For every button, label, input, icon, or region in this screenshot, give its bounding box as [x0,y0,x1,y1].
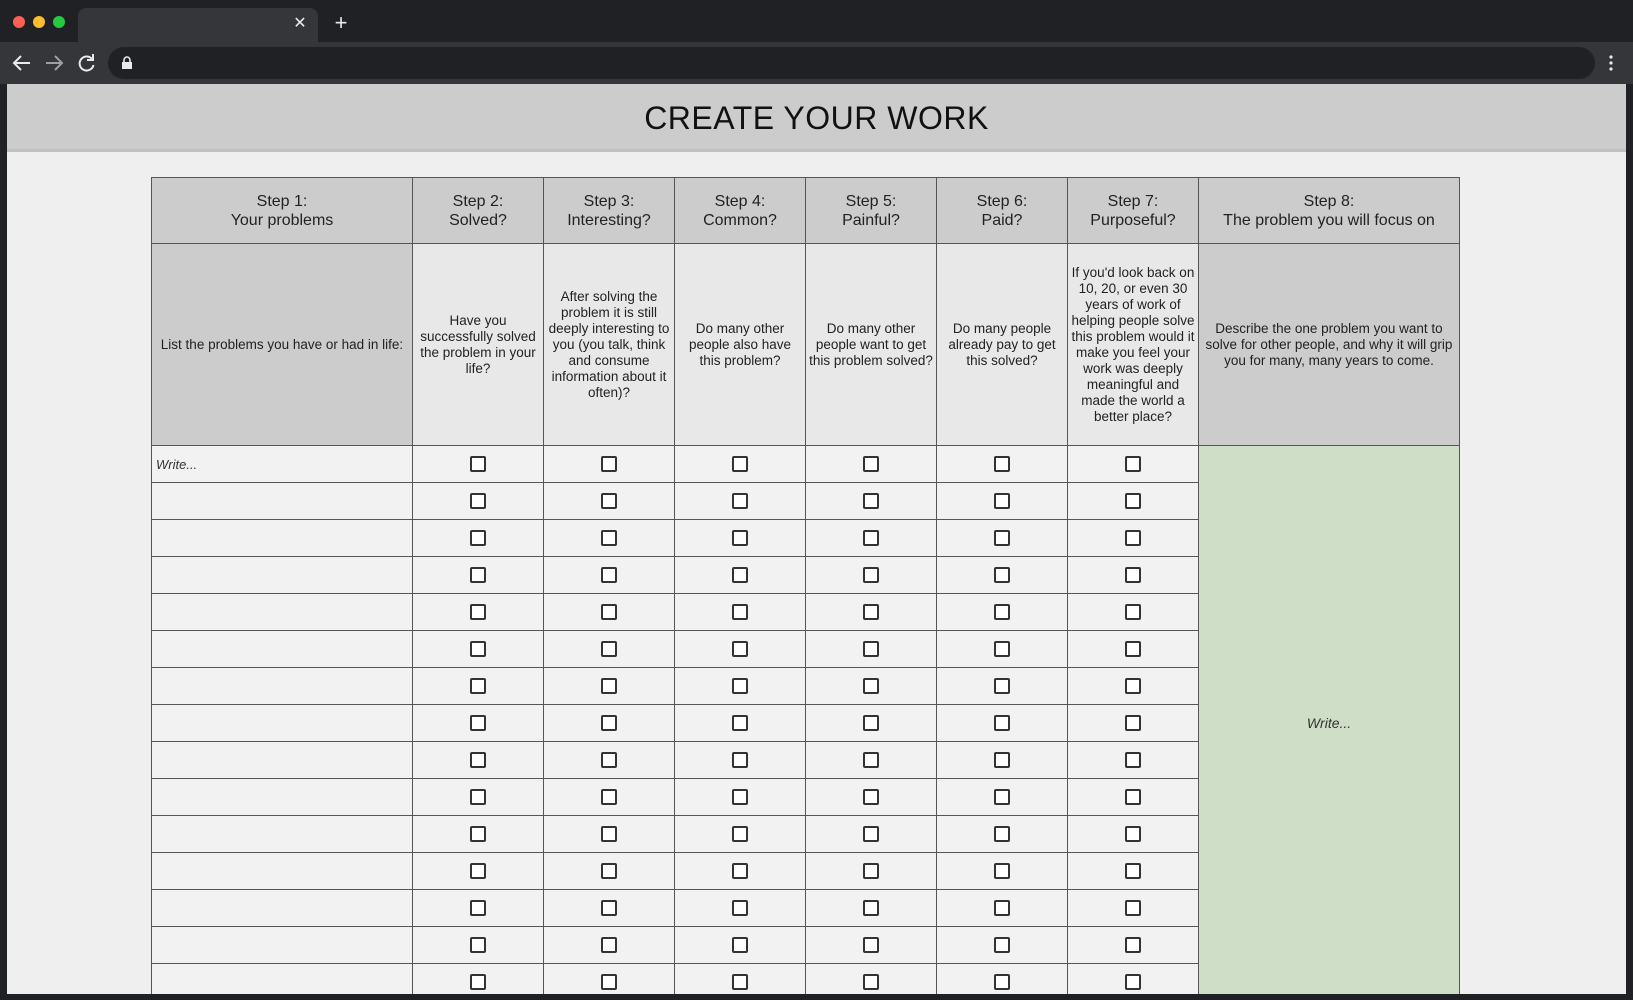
step-title: Your problems [230,211,334,229]
step-description-1: List the problems you have or had in life: [152,244,413,446]
checkbox-cell-step-6 [937,927,1068,964]
checkbox[interactable] [470,456,486,472]
checkbox[interactable] [601,789,617,805]
checkbox-cell-step-7 [1068,964,1199,995]
browser-tab[interactable] [78,8,318,42]
checkbox[interactable] [470,900,486,916]
checkbox[interactable] [732,493,748,509]
close-tab-icon[interactable]: ✕ [293,15,307,32]
checkbox-cell-step-3 [544,742,675,779]
lock-icon [120,56,134,70]
checkbox[interactable] [470,826,486,842]
checkbox[interactable] [863,937,879,953]
more-menu-icon[interactable] [1599,51,1623,75]
page-title: CREATE YOUR WORK [644,100,989,136]
checkbox-cell-step-2 [413,520,544,557]
checkbox[interactable] [863,678,879,694]
checkbox[interactable] [601,937,617,953]
step-title: Interesting? [567,211,651,229]
column-header-step-3 [544,178,675,244]
checkbox-cell-step-7 [1068,779,1199,816]
checkbox-cell-step-6 [937,705,1068,742]
checkbox-cell-step-6 [937,779,1068,816]
checkbox[interactable] [732,567,748,583]
checkbox-cell-step-3 [544,594,675,631]
checkbox-cell-step-7 [1068,816,1199,853]
checkbox[interactable] [470,641,486,657]
checkbox[interactable] [732,826,748,842]
checkbox-cell-step-2 [413,594,544,631]
checkbox-cell-step-3 [544,816,675,853]
checkbox[interactable] [470,715,486,731]
checkbox-cell-step-4 [675,705,806,742]
checkbox-cell-step-5 [806,964,937,995]
step-description-6: Do many people already pay to get this solved? [937,244,1068,446]
checkbox-cell-step-6 [937,853,1068,890]
checkbox-cell-step-2 [413,705,544,742]
checkbox-cell-step-5 [806,705,937,742]
checkbox-cell-step-4 [675,890,806,927]
checkbox-cell-step-6 [937,816,1068,853]
step-number: Step 7: [1107,192,1159,210]
checkbox[interactable] [732,456,748,472]
checkbox-cell-step-3 [544,631,675,668]
checkbox-cell-step-2 [413,742,544,779]
back-arrow-icon[interactable] [10,51,34,75]
checkbox[interactable] [994,863,1010,879]
checkbox[interactable] [732,715,748,731]
checkbox[interactable] [601,863,617,879]
checkbox-cell-step-5 [806,853,937,890]
checkbox-cell-step-6 [937,557,1068,594]
checkbox-cell-step-3 [544,890,675,927]
checkbox-cell-step-2 [413,557,544,594]
problem-input[interactable] [152,816,413,853]
column-header-step-2 [413,178,544,244]
checkbox[interactable] [994,974,1010,990]
checkbox[interactable] [994,678,1010,694]
step-number: Step 1: [256,192,308,210]
step-number: Step 5: [845,192,897,210]
checkbox-cell-step-5 [806,668,937,705]
checkbox-cell-step-6 [937,594,1068,631]
step-description-8: Describe the one problem you want to solve for other people, and why it will grip you for many, many years to come. [1199,244,1460,446]
checkbox-cell-step-2 [413,779,544,816]
step-title: Purposeful? [1090,211,1176,229]
checkbox-cell-step-4 [675,779,806,816]
checkbox[interactable] [601,678,617,694]
checkbox[interactable] [994,604,1010,620]
checkbox-cell-step-7 [1068,890,1199,927]
checkbox-cell-step-7 [1068,853,1199,890]
checkbox[interactable] [732,678,748,694]
checkbox[interactable] [601,604,617,620]
browser-tab-bar [0,0,1633,42]
maximize-window-icon[interactable] [53,16,65,28]
problem-input[interactable] [152,890,413,927]
column-header-step-4 [675,178,806,244]
checkbox[interactable] [863,493,879,509]
checkbox[interactable] [601,456,617,472]
checkbox-cell-step-5 [806,557,937,594]
checkbox-cell-step-2 [413,927,544,964]
checkbox[interactable] [1125,789,1141,805]
checkbox[interactable] [994,567,1010,583]
step-title: The problem you will focus on [1223,211,1435,229]
focus-problem-input[interactable]: Write... [1199,446,1460,995]
checkbox-cell-step-3 [544,853,675,890]
worksheet-table [151,177,1460,994]
checkbox[interactable] [470,974,486,990]
checkbox[interactable] [863,567,879,583]
checkbox[interactable] [470,789,486,805]
step-number: Step 2: [452,192,504,210]
checkbox[interactable] [470,752,486,768]
checkbox[interactable] [994,752,1010,768]
checkbox-cell-step-3 [544,964,675,995]
problem-input[interactable] [152,520,413,557]
checkbox[interactable] [863,974,879,990]
checkbox-cell-step-4 [675,816,806,853]
column-header-step-5 [806,178,937,244]
step-description-3: After solving the problem it is still deeply interesting to you (you talk, think and consume information about it often)? [544,244,675,446]
checkbox-cell-step-2 [413,483,544,520]
browser-toolbar [0,42,1633,84]
checkbox-cell-step-4 [675,742,806,779]
checkbox[interactable] [601,530,617,546]
checkbox[interactable] [863,752,879,768]
checkbox-cell-step-6 [937,668,1068,705]
checkbox-cell-step-7 [1068,631,1199,668]
step-number: Step 8: [1303,192,1355,210]
checkbox-cell-step-7 [1068,668,1199,705]
checkbox[interactable] [1125,974,1141,990]
checkbox[interactable] [994,456,1010,472]
checkbox-cell-step-7 [1068,483,1199,520]
checkbox-cell-step-5 [806,742,937,779]
checkbox-cell-step-7 [1068,520,1199,557]
close-window-icon[interactable] [13,16,25,28]
problem-input[interactable] [152,668,413,705]
checkbox-cell-step-4 [675,927,806,964]
checkbox-cell-step-3 [544,668,675,705]
checkbox[interactable] [863,789,879,805]
checkbox[interactable] [470,530,486,546]
checkbox-cell-step-2 [413,853,544,890]
checkbox-cell-step-4 [675,631,806,668]
checkbox[interactable] [1125,456,1141,472]
checkbox-cell-step-7 [1068,927,1199,964]
checkbox-cell-step-5 [806,594,937,631]
checkbox[interactable] [470,937,486,953]
checkbox-cell-step-6 [937,742,1068,779]
problem-input[interactable] [152,594,413,631]
checkbox-cell-step-5 [806,631,937,668]
checkbox-cell-step-6 [937,964,1068,995]
checkbox-cell-step-3 [544,446,675,483]
checkbox[interactable] [601,493,617,509]
checkbox[interactable] [1125,715,1141,731]
problem-input[interactable] [152,853,413,890]
checkbox[interactable] [732,752,748,768]
checkbox[interactable] [470,493,486,509]
checkbox[interactable] [601,752,617,768]
checkbox-cell-step-6 [937,631,1068,668]
checkbox-cell-step-2 [413,816,544,853]
problem-input[interactable] [152,705,413,742]
problem-input[interactable] [152,557,413,594]
checkbox[interactable] [601,826,617,842]
checkbox-cell-step-7 [1068,557,1199,594]
checkbox-cell-step-3 [544,779,675,816]
checkbox[interactable] [863,641,879,657]
checkbox-cell-step-2 [413,631,544,668]
checkbox-cell-step-2 [413,890,544,927]
problem-input[interactable] [152,779,413,816]
checkbox[interactable] [863,604,879,620]
checkbox[interactable] [1125,493,1141,509]
checkbox-cell-step-3 [544,705,675,742]
step-description-2: Have you successfully solved the problem in your life? [413,244,544,446]
checkbox-cell-step-5 [806,483,937,520]
checkbox-cell-step-4 [675,446,806,483]
checkbox[interactable] [994,641,1010,657]
step-number: Step 6: [976,192,1028,210]
checkbox-cell-step-2 [413,964,544,995]
checkbox[interactable] [732,641,748,657]
checkbox-cell-step-6 [937,520,1068,557]
table-row [152,446,1460,483]
checkbox[interactable] [1125,863,1141,879]
checkbox[interactable] [1125,900,1141,916]
problem-input[interactable]: Write... [152,446,413,483]
checkbox[interactable] [1125,678,1141,694]
checkbox-cell-step-5 [806,779,937,816]
checkbox[interactable] [601,974,617,990]
checkbox-cell-step-6 [937,446,1068,483]
checkbox[interactable] [994,900,1010,916]
step-description-5: Do many other people want to get this problem solved? [806,244,937,446]
checkbox[interactable] [994,530,1010,546]
checkbox[interactable] [994,493,1010,509]
step-number: Step 3: [583,192,635,210]
checkbox[interactable] [863,530,879,546]
checkbox-cell-step-6 [937,890,1068,927]
checkbox-cell-step-5 [806,890,937,927]
checkbox[interactable] [863,715,879,731]
checkbox[interactable] [1125,567,1141,583]
checkbox-cell-step-3 [544,483,675,520]
checkbox-cell-step-3 [544,927,675,964]
page-viewport [7,84,1626,994]
checkbox[interactable] [863,863,879,879]
checkbox[interactable] [470,567,486,583]
problem-input[interactable] [152,964,413,995]
reload-icon[interactable] [74,51,98,75]
checkbox[interactable] [863,456,879,472]
problem-input[interactable] [152,483,413,520]
checkbox[interactable] [601,715,617,731]
problem-input[interactable] [152,742,413,779]
checkbox[interactable] [732,604,748,620]
problem-input[interactable] [152,927,413,964]
checkbox[interactable] [732,900,748,916]
checkbox[interactable] [1125,937,1141,953]
minimize-window-icon[interactable] [33,16,45,28]
checkbox[interactable] [1125,530,1141,546]
checkbox-cell-step-5 [806,520,937,557]
checkbox-cell-step-4 [675,668,806,705]
step-title: Common? [703,211,777,229]
step-title: Painful? [842,211,900,229]
checkbox[interactable] [732,789,748,805]
column-header-step-6 [937,178,1068,244]
checkbox-cell-step-4 [675,594,806,631]
forward-arrow-icon[interactable] [42,51,66,75]
checkbox[interactable] [470,863,486,879]
checkbox[interactable] [994,715,1010,731]
checkbox-cell-step-7 [1068,594,1199,631]
checkbox[interactable] [1125,752,1141,768]
checkbox-cell-step-2 [413,668,544,705]
checkbox-cell-step-4 [675,557,806,594]
checkbox-cell-step-4 [675,520,806,557]
checkbox-cell-step-3 [544,557,675,594]
checkbox-cell-step-6 [937,483,1068,520]
checkbox[interactable] [994,826,1010,842]
checkbox-cell-step-5 [806,927,937,964]
step-title: Solved? [449,211,507,229]
checkbox[interactable] [863,900,879,916]
step-number: Step 4: [714,192,766,210]
checkbox[interactable] [1125,604,1141,620]
checkbox[interactable] [470,678,486,694]
checkbox[interactable] [732,530,748,546]
page-header [7,84,1626,152]
checkbox[interactable] [1125,641,1141,657]
checkbox[interactable] [1125,826,1141,842]
checkbox[interactable] [601,641,617,657]
checkbox-cell-step-3 [544,520,675,557]
checkbox[interactable] [994,789,1010,805]
checkbox-cell-step-4 [675,964,806,995]
step-description-7: If you'd look back on 10, 20, or even 30 years of work of helping people solve this problem would it make you feel your work was deeply meaningful and made the world a better place? [1068,244,1199,446]
checkbox-cell-step-4 [675,483,806,520]
column-header-step-8 [1199,178,1460,244]
problem-input[interactable] [152,631,413,668]
checkbox[interactable] [732,937,748,953]
checkbox-cell-step-7 [1068,705,1199,742]
step-title: Paid? [981,211,1023,229]
column-header-step-7 [1068,178,1199,244]
checkbox-cell-step-5 [806,446,937,483]
checkbox[interactable] [470,604,486,620]
checkbox-cell-step-2 [413,446,544,483]
checkbox[interactable] [863,826,879,842]
checkbox-cell-step-7 [1068,742,1199,779]
new-tab-icon[interactable]: + [334,10,348,35]
column-header-step-1 [152,178,413,244]
checkbox-cell-step-5 [806,816,937,853]
checkbox[interactable] [601,567,617,583]
checkbox[interactable] [601,900,617,916]
checkbox-cell-step-4 [675,853,806,890]
checkbox[interactable] [732,974,748,990]
address-bar[interactable] [108,47,1595,79]
step-description-4: Do many other people also have this problem? [675,244,806,446]
checkbox[interactable] [994,937,1010,953]
checkbox-cell-step-7 [1068,446,1199,483]
checkbox[interactable] [732,863,748,879]
